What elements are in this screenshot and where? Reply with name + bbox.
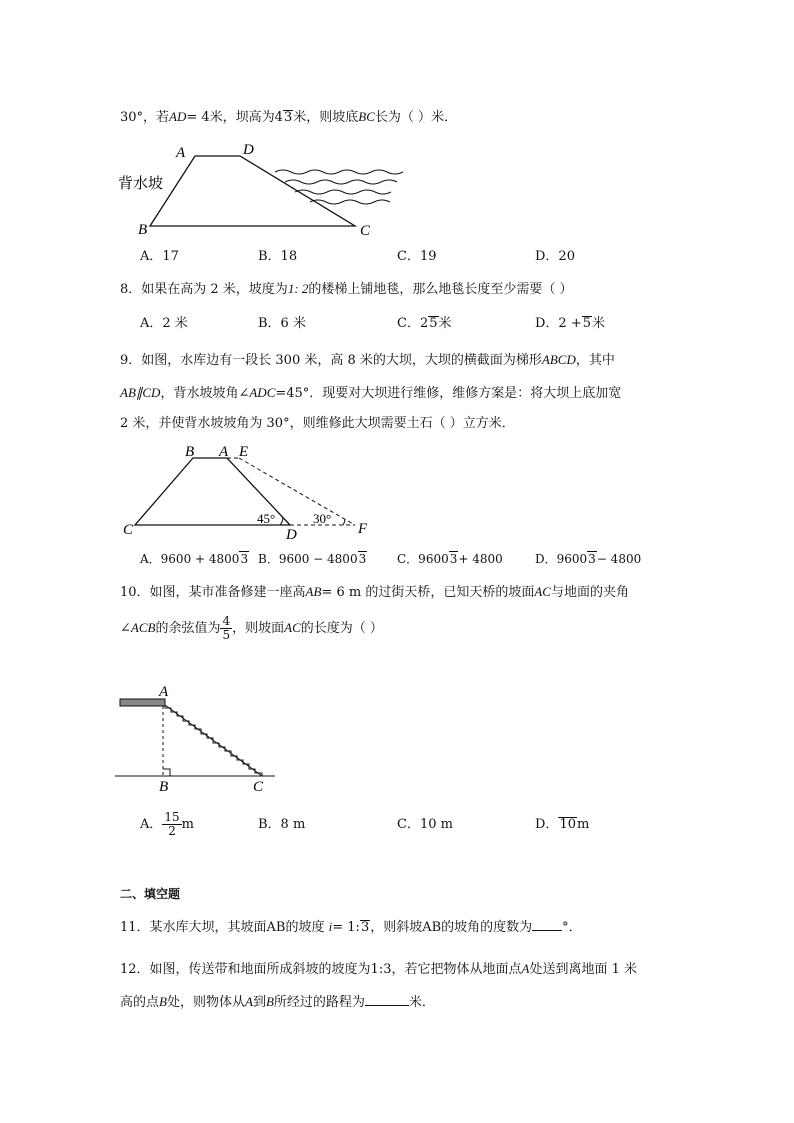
q12-var-b-2: B bbox=[265, 994, 274, 1009]
q12-answer-blank[interactable] bbox=[365, 993, 409, 1006]
q12-text-1b: ，若它把物体从地面点 bbox=[391, 962, 522, 977]
q10-text-2c: ，则坡面 bbox=[232, 621, 285, 636]
q7-wave-2 bbox=[285, 180, 397, 184]
q9-angle-45: 45° bbox=[257, 511, 276, 526]
q10-option-d-unit: m bbox=[576, 817, 590, 832]
q11-text-c: ，则斜坡AB的坡角的度数为 bbox=[370, 920, 533, 935]
q8-text-b: 的楼梯上铺地毯，那么地毯长度至少需要（ ） bbox=[308, 282, 573, 297]
q7-var-ad: AD bbox=[169, 109, 187, 124]
q9-option-b-sqrt: 3 bbox=[358, 552, 367, 566]
q9-angle-30: 30° bbox=[313, 511, 332, 526]
q11-sqrt-3: 3 bbox=[360, 920, 370, 935]
q10-frac-denominator: 5 bbox=[222, 628, 231, 642]
q9-text-2: ，背水坡坡角∠ bbox=[160, 386, 250, 401]
q8-ratio: 1: 2 bbox=[287, 281, 309, 296]
q9-angle-45-arc bbox=[280, 517, 283, 525]
q9-label-f: F bbox=[358, 521, 368, 537]
q7-sqrt-3: 3 bbox=[283, 110, 293, 125]
q8-option-d-sqrt: 5 bbox=[582, 316, 592, 331]
q10-option-c[interactable]: C．10 m bbox=[397, 817, 453, 832]
q7-label-c: C bbox=[360, 223, 371, 239]
q12-ratio: 1:3 bbox=[370, 962, 392, 977]
q7-back-slope-label: 背水坡 bbox=[118, 174, 164, 192]
q9-label-d: D bbox=[286, 527, 297, 540]
q9-option-d[interactable] bbox=[535, 549, 641, 569]
q11-text-a: 11．某水库大坝，其坡面AB的坡度 bbox=[120, 920, 325, 935]
q9-option-c-prefix: C．9600 bbox=[397, 552, 449, 566]
q11-var-i: i bbox=[328, 919, 333, 934]
q10-frac-numerator: 4 bbox=[222, 614, 231, 628]
q8-stem-line bbox=[120, 279, 573, 300]
q7-trapezoid bbox=[150, 156, 355, 226]
q10-option-a-unit: m bbox=[181, 817, 194, 832]
q10-var-ab: AB bbox=[305, 584, 322, 599]
q10-option-d-prefix: D． bbox=[535, 817, 559, 832]
q9-stem-line-3: 2 米，并使背水坡坡角为 30°，则维修此大坝需要土石（ ）立方米． bbox=[120, 416, 515, 431]
q9-option-a-sqrt: 3 bbox=[240, 552, 249, 566]
q7-wave-3 bbox=[295, 190, 391, 194]
q9-var-adc: ADC bbox=[249, 385, 276, 400]
q7-option-d[interactable]: D．20 bbox=[535, 249, 575, 264]
q7-var-bc: BC bbox=[358, 109, 375, 124]
q7-text-b: = 4米，坝高为4 bbox=[186, 110, 283, 125]
q10-option-a-denominator: 2 bbox=[168, 824, 176, 838]
q7-text-c: 米，则坡底 bbox=[293, 110, 359, 125]
q9-var-parallel: AB∥CD bbox=[120, 385, 161, 400]
q9-option-d-suffix: − 4800 bbox=[596, 552, 642, 566]
q11-text-b: = 1: bbox=[332, 920, 360, 935]
q8-option-c-sqrt: 5 bbox=[429, 316, 438, 331]
q12-text-1a: 12．如图，传送带和地面所成斜坡的坡度为 bbox=[120, 962, 371, 977]
q10-option-a-fraction bbox=[162, 811, 181, 838]
q9-option-d-sqrt: 3 bbox=[588, 552, 596, 566]
q12-text-2d: 所经过的路程为 bbox=[273, 995, 365, 1010]
q9-text-2-end: =45°．现要对大坝进行维修，维修方案是：将大坝上底加宽 bbox=[275, 386, 622, 401]
q10-option-d[interactable] bbox=[535, 815, 589, 835]
q10-option-a[interactable] bbox=[140, 808, 194, 842]
q10-text-1a: 10．如图，某市准备修建一座高 bbox=[120, 585, 306, 600]
q10-text-2d: 的长度为（ ） bbox=[300, 621, 383, 636]
q7-label-b: B bbox=[138, 222, 148, 238]
q10-right-angle bbox=[163, 769, 170, 776]
q10-text-1b: = 6 m 的过街天桥，已知天桥的坡面 bbox=[321, 585, 535, 600]
q10-label-a: A bbox=[159, 684, 169, 700]
q10-label-b: B bbox=[159, 779, 169, 795]
q7-option-b[interactable]: B．18 bbox=[258, 249, 298, 264]
q9-option-c-sqrt: 3 bbox=[449, 552, 458, 566]
q10-option-b[interactable]: B．8 m bbox=[258, 817, 306, 832]
q7-dam-figure bbox=[110, 138, 410, 240]
q12-var-a: A bbox=[521, 961, 530, 976]
q9-stem-line-1 bbox=[120, 350, 615, 371]
q8-option-d-prefix: D．2 + bbox=[535, 316, 582, 331]
q12-var-a-2: A bbox=[244, 994, 253, 1009]
q9-label-c: C bbox=[123, 522, 134, 538]
q9-label-e: E bbox=[239, 444, 249, 460]
q9-angle-30-arc bbox=[343, 519, 345, 525]
q10-var-ac: AC bbox=[534, 584, 551, 599]
q8-option-d-unit: 米 bbox=[592, 316, 606, 331]
q8-option-c-prefix: C．2 bbox=[397, 316, 429, 331]
q10-bridge-deck bbox=[120, 699, 165, 706]
q7-label-d: D bbox=[243, 142, 254, 158]
q10-option-a-numerator: 15 bbox=[164, 810, 180, 824]
q10-text-1c: 与地面的夹角 bbox=[550, 585, 629, 600]
q8-option-b[interactable]: B．6 米 bbox=[258, 316, 306, 331]
q9-text-1: 9．如图，水库边有一段长 300 米，高 8 米的大坝，大坝的横截面为梯形 bbox=[120, 353, 542, 368]
q8-text-a: 8．如果在高为 2 米，坡度为 bbox=[120, 282, 288, 297]
q7-text-a: 30°，若 bbox=[120, 110, 170, 125]
q7-option-c[interactable]: C．19 bbox=[397, 249, 437, 264]
q11-text-d: °． bbox=[562, 920, 582, 935]
q9-option-d-prefix: D．9600 bbox=[535, 552, 588, 566]
q9-var-abcd: ABCD bbox=[541, 352, 576, 367]
q9-dam-figure bbox=[115, 442, 375, 540]
q11-stem-line bbox=[120, 917, 582, 938]
q10-option-d-sqrt: 10 bbox=[559, 817, 576, 832]
q9-label-a: A bbox=[219, 444, 229, 460]
q9-stem-line-2 bbox=[120, 383, 621, 404]
q9-option-b[interactable] bbox=[258, 549, 367, 569]
q7-text-d: 长为（ ）米． bbox=[374, 110, 458, 125]
q10-label-c: C bbox=[253, 779, 264, 795]
q10-fraction bbox=[220, 615, 232, 642]
q12-stem-line-1 bbox=[120, 959, 637, 980]
q11-answer-blank[interactable] bbox=[532, 918, 562, 931]
q9-option-a-prefix: A．9600 + 4800 bbox=[140, 552, 240, 566]
q10-stem-line-1 bbox=[120, 582, 629, 603]
q12-text-2c: 到 bbox=[252, 995, 266, 1010]
q9-option-a[interactable] bbox=[140, 549, 249, 569]
q9-option-b-prefix: B．9600 − 4800 bbox=[258, 552, 358, 566]
q10-option-a-prefix: A． bbox=[140, 817, 163, 832]
q12-text-1c: 处送到离地面 1 米 bbox=[529, 962, 637, 977]
q10-text-2a: ∠ bbox=[120, 621, 131, 636]
q7-option-a[interactable]: A．17 bbox=[140, 249, 179, 264]
q7-wave-1 bbox=[275, 170, 403, 174]
q10-stem-line-2 bbox=[120, 612, 383, 645]
q12-var-b: B bbox=[159, 994, 167, 1009]
q9-option-c-suffix: + 4800 bbox=[458, 552, 503, 566]
q12-text-2a: 高的点 bbox=[120, 995, 160, 1010]
q10-var-ac-2: AC bbox=[284, 620, 301, 635]
q12-text-2e: 米． bbox=[408, 995, 435, 1010]
q10-var-acb: ACB bbox=[130, 620, 156, 635]
q10-text-2b: 的余弦值为 bbox=[155, 621, 221, 636]
q9-text-1-end: ，其中 bbox=[575, 353, 615, 368]
q9-label-b: B bbox=[185, 444, 195, 460]
q12-text-2b: 处，则物体从 bbox=[166, 995, 245, 1010]
q7-stem-line bbox=[120, 107, 457, 128]
q8-option-c[interactable] bbox=[397, 314, 452, 334]
q8-option-d[interactable] bbox=[535, 314, 605, 334]
q7-label-a: A bbox=[176, 145, 186, 161]
q12-stem-line-2 bbox=[120, 992, 435, 1013]
section-fill-in-heading: 二、填空题 bbox=[120, 887, 181, 901]
q9-option-c[interactable] bbox=[397, 549, 503, 569]
q8-option-c-unit: 米 bbox=[438, 316, 452, 331]
q10-bridge-figure bbox=[115, 683, 285, 795]
q8-option-a[interactable]: A．2 米 bbox=[140, 316, 188, 331]
q7-wave-4 bbox=[310, 200, 390, 204]
